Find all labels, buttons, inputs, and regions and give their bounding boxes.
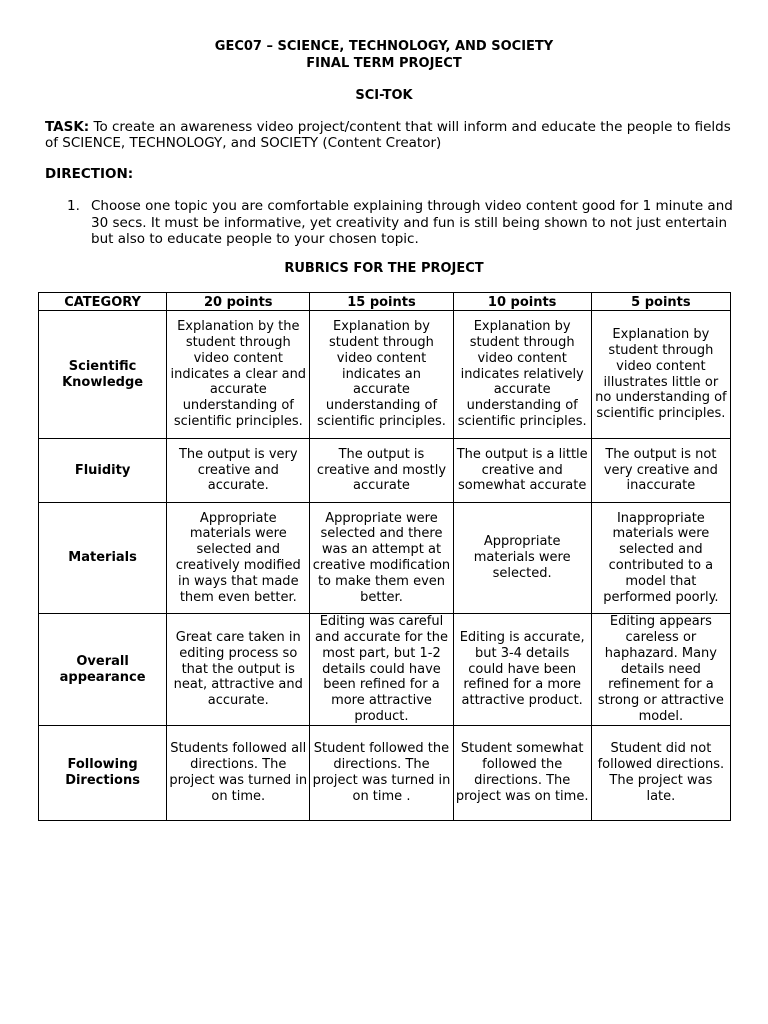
table-row: [39, 439, 731, 503]
direction-item-number: 1.: [67, 198, 80, 214]
table-cell: Editing appears careless or haphazard. Many details need refinement for a strong or attractive model.: [591, 614, 730, 726]
rubric-table: [38, 292, 731, 821]
rubric-header-row: [39, 293, 731, 311]
course-title: GEC07 – SCIENCE, TECHNOLOGY, AND SOCIETY: [214, 39, 554, 54]
table-cell: Student followed the directions. The project was turned in on time .: [310, 726, 453, 821]
table-cell: The output is very creative and accurate.: [167, 439, 310, 503]
table-cell: Student somewhat followed the directions. The project was on time.: [453, 726, 591, 821]
table-cell: Great care taken in editing process so that the output is neat, attractive and accurate.: [167, 614, 310, 726]
table-row: [39, 614, 731, 726]
row-category: Fluidity: [39, 439, 167, 503]
header-category: CATEGORY: [39, 293, 167, 311]
table-cell: Explanation by student through video content indicates an accurate understanding of scientific principles.: [310, 311, 453, 439]
task-paragraph: [45, 119, 735, 151]
table-cell: Explanation by student through video content illustrates little or no understanding of scientific principles.: [591, 311, 730, 439]
table-cell: Editing was careful and accurate for the most part, but 1-2 details could have been refined for a more attractive product.: [310, 614, 453, 726]
table-row: [39, 503, 731, 614]
header-15-points: 15 points: [310, 293, 453, 311]
table-row: [39, 311, 731, 439]
table-cell: Appropriate materials were selected.: [453, 503, 591, 614]
table-cell: The output is a little creative and somewhat accurate: [453, 439, 591, 503]
header-20-points: 20 points: [167, 293, 310, 311]
header-10-points: 10 points: [453, 293, 591, 311]
row-category: Overall appearance: [39, 614, 167, 726]
row-category: Materials: [39, 503, 167, 614]
table-cell: The output is not very creative and inaccurate: [591, 439, 730, 503]
direction-item-text: Choose one topic you are comfortable explaining through video content good for 1 minute and 30 secs. It must be informative, yet creativity and fun is still being shown to not just entertain but also to educate people to your chosen topic.: [91, 198, 733, 247]
header-5-points: 5 points: [591, 293, 730, 311]
table-cell: Editing is accurate, but 3-4 details could have been refined for a more attractive product.: [453, 614, 591, 726]
table-cell: Students followed all directions. The project was turned in on time.: [167, 726, 310, 821]
task-label: TASK:: [45, 119, 90, 135]
table-cell: The output is creative and mostly accurate: [310, 439, 453, 503]
project-subtitle: FINAL TERM PROJECT: [306, 56, 462, 71]
project-name: SCI-TOK: [355, 88, 413, 103]
direction-heading: DIRECTION:: [45, 166, 134, 182]
direction-list-item: [67, 198, 737, 248]
table-cell: Appropriate materials were selected and creatively modified in ways that made them even better.: [167, 503, 310, 614]
row-category: Scientific Knowledge: [39, 311, 167, 439]
task-text: To create an awareness video project/content that will inform and educate the people to fields of SCIENCE, TECHNOLOGY, and SOCIETY (Content Creator): [45, 119, 731, 151]
table-row: [39, 726, 731, 821]
table-cell: Appropriate were selected and there was an attempt at creative modification to make them even better.: [310, 503, 453, 614]
table-cell: Inappropriate materials were selected and contributed to a model that performed poorly.: [591, 503, 730, 614]
table-cell: Explanation by the student through video content indicates a clear and accurate understanding of scientific principles.: [167, 311, 310, 439]
table-cell: Student did not followed directions. The project was late.: [591, 726, 730, 821]
row-category: Following Directions: [39, 726, 167, 821]
rubric-heading: RUBRICS FOR THE PROJECT: [284, 261, 484, 276]
table-cell: Explanation by student through video content indicates relatively accurate understanding of scientific principles.: [453, 311, 591, 439]
